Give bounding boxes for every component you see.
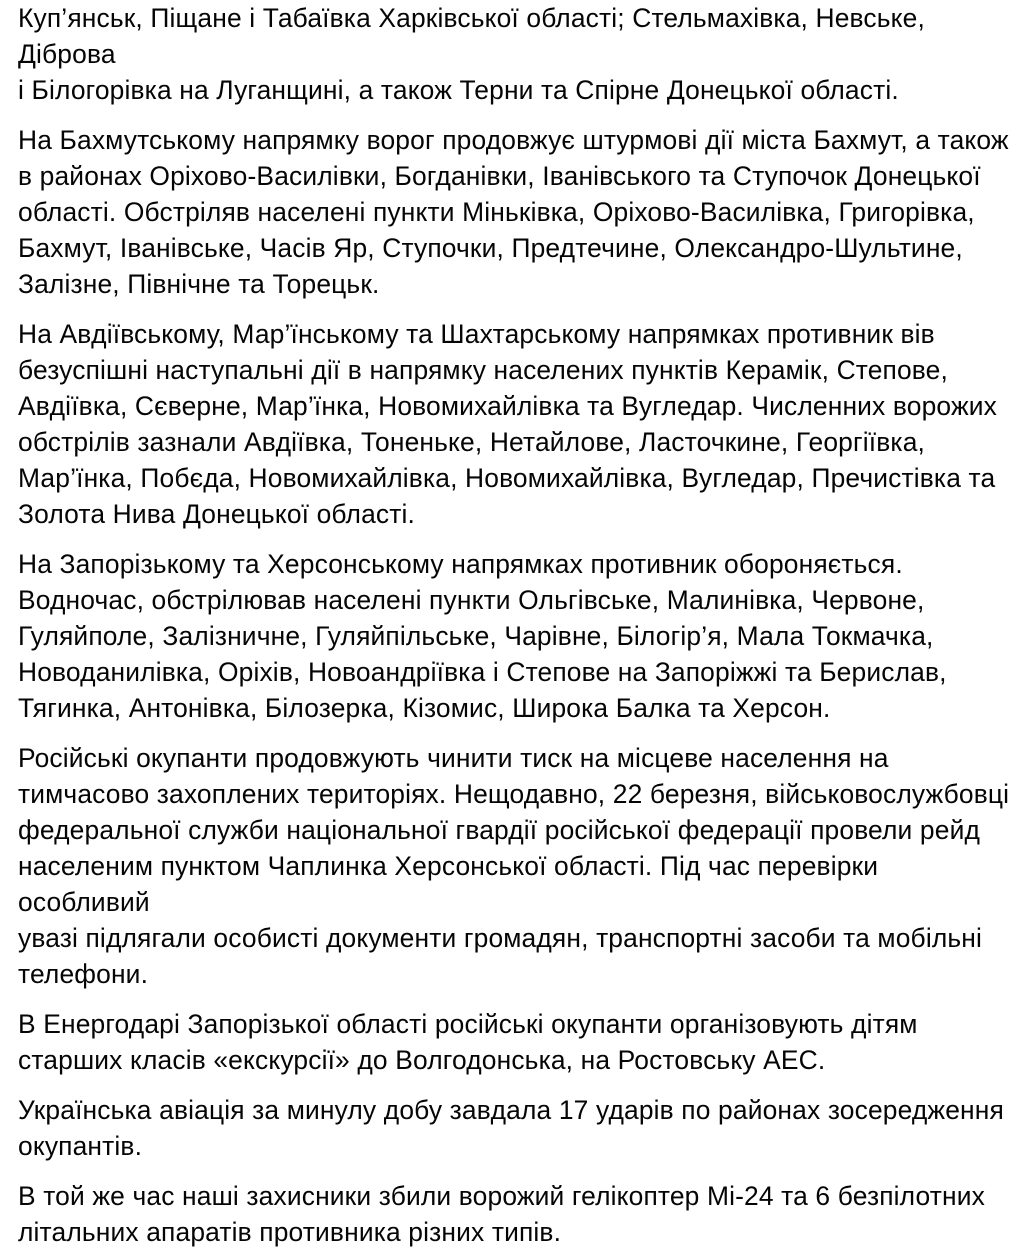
paragraph-zaporizhzhia-kherson: На Запорізькому та Херсонському напрямках противник обороняється. Водночас, обстрілював населені пункти Ольгівське, Малинівка, Червоне, Гуляйполе, Залізничне, Гуляйпільське, Чарівне, Білогір’я, Мала Токмачка, Новоданилівка, Оріхів, Новоандріївка і Степове на Запоріжжі та Берислав, Тягинка, Антонівка, Білозерка, Кізомис, Широка Балка та Херсон. <box>18 549 947 723</box>
paragraph-bakhmut: На Бахмутському напрямку ворог продовжує штурмові дії міста Бахмут, а також в районах Оріхово-Василівки, Богданівки, Іванівського та Ступочок Донецької області. Обстріляв населені пункти Міньківка, Оріхово-Василівка, Григорівка, Бахмут, Іванівське, Часів Яр, Ступочки, Предтечине, Олександро-Шультине, Залізне, Північне та Торецьк. <box>18 125 1009 299</box>
paragraph-air-defense: В той же час наші захисники збили ворожий гелікоптер Мі-24 та 6 безпілотних літальних апаратів противника різних типів. <box>18 1181 985 1247</box>
paragraph-avdiivka: На Авдіївському, Мар’їнському та Шахтарському напрямках противник вів безуспішні наступальні дії в напрямку населених пунктів Керамік, Степове, Авдіївка, Сєверне, Мар’їнка, Новомихайлівка та Вугледар. Численних ворожих обстрілів зазнали Авдіївка, Тоненьке, Нетайлове, Ласточкине, Георгіївка, Мар’їнка, Побєда, Новомихайлівка, Новомихайлівка, Вугледар, Пречистівка та Золота Нива Донецької області. <box>18 319 997 529</box>
paragraph-aviation: Українська авіація за минулу добу завдала 17 ударів по районах зосередження окупантів. <box>18 1095 1004 1161</box>
paragraph-kharkiv-luhansk: Куп’янськ, Піщане і Табаївка Харківської області; Стельмахівка, Невське, Діброва і Білогорівка на Луганщині, а також Терни та Спірне Донецької області. <box>18 3 925 105</box>
paragraph-enerhodar: В Енергодарі Запорізької області російські окупанти організовують дітям старших класів «екскурсії» до Волгодонська, на Ростовську АЕС. <box>18 1009 918 1075</box>
paragraph-occupied-territories: Російські окупанти продовжують чинити тиск на місцеве населення на тимчасово захоплених територіях. Нещодавно, 22 березня, військовослужбовці федеральної служби національної гвардії російської федерації провели рейд населеним пунктом Чаплинка Херсонської області. Під час перевірки особливий увазі підлягали особисті документи громадян, транспортні засоби та мобільні телефони. <box>18 743 1010 989</box>
